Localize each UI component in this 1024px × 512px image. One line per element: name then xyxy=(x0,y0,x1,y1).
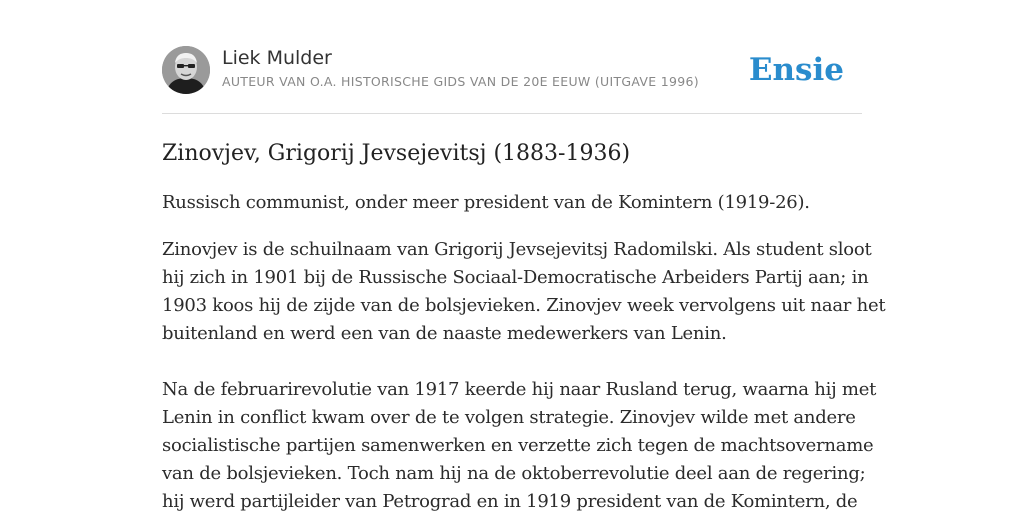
author-name[interactable]: Liek Mulder xyxy=(222,47,332,69)
paragraph-line: socialistische partijen samenwerken en verzette zich tegen de machtsovername xyxy=(162,435,874,456)
author-header xyxy=(162,46,862,114)
paragraph-line: 1903 koos hij de zijde van de bolsjevieken. Zinovjev week vervolgens uit naar het xyxy=(162,295,886,316)
article-summary: Russisch communist, onder meer president van de Komintern (1919-26). xyxy=(162,192,810,213)
paragraph-line: hij werd partijleider van Petrograd en in 1919 president van de Komintern, de xyxy=(162,491,858,512)
article-paragraph-1 xyxy=(162,236,886,348)
article-column xyxy=(162,46,886,512)
author-subtitle: AUTEUR VAN O.A. HISTORISCHE GIDS VAN DE 20E EEUW (UITGAVE 1996) xyxy=(222,74,699,89)
paragraph-line: Zinovjev is de schuilnaam van Grigorij Jevsejevitsj Radomilski. Als student sloot xyxy=(162,239,872,260)
author-avatar[interactable] xyxy=(162,46,210,94)
paragraph-line: van de bolsjevieken. Toch nam hij na de oktoberrevolutie deel aan de regering; xyxy=(162,463,866,484)
article-paragraph-2 xyxy=(162,376,877,512)
paragraph-line: Lenin in conflict kwam over de te volgen strategie. Zinovjev wilde met andere xyxy=(162,407,856,428)
paragraph-line: hij zich in 1901 bij de Russische Sociaal-Democratische Arbeiders Partij aan; in xyxy=(162,267,869,288)
article-title: Zinovjev, Grigorij Jevsejevitsj (1883-1936) xyxy=(162,141,631,166)
paragraph-line: buitenland en werd een van de naaste medewerkers van Lenin. xyxy=(162,323,727,344)
paragraph-line: Na de februarirevolutie van 1917 keerde hij naar Rusland terug, waarna hij met xyxy=(162,379,877,400)
ensie-logo[interactable]: Ensie xyxy=(748,52,844,88)
